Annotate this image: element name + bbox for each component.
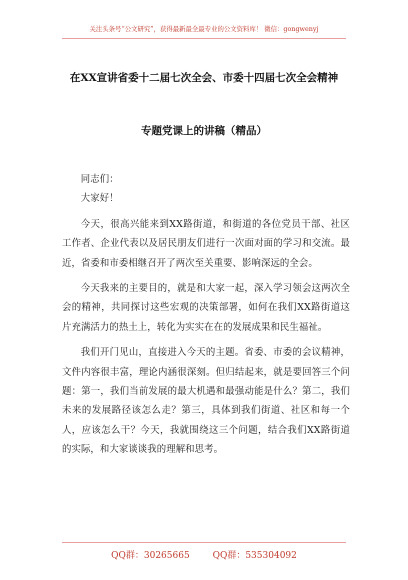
document-body [62,170,350,460]
footer-contacts [0,548,408,561]
paragraph-intro: 今天，很高兴能来到XX路街道，和街道的各位党员干部、社区工作者、企业代表以及居民朋友们进行一次面对面的学习和交流。最近，省委和市委相继召开了两次至关重要、影响深远的全会。 [62,218,350,269]
greeting: 大家好！ [80,193,119,205]
salutation: 同志们： [80,174,119,185]
footer-qq-group-1: QQ群：30265665 [111,551,190,561]
document-title-line-2: 专题党课上的讲稿（精品） [141,125,267,137]
header-divider [62,38,346,39]
paragraph-purpose: 今天我来的主要目的，就是和大家一起，深入学习领会这两次全会的精神，共同探讨这些宏观的决策部署，如何在我们XX路街道这片充满活力的热土上，转化为实实在在的发展成果和民生福祉。 [62,283,350,333]
footer-divider [62,542,346,543]
footer-qq-group-2: QQ群：535304092 [212,551,297,561]
document-title-line-1: 在XX宣讲省委十二届七次全会、市委十四届七次全会精神 [69,72,339,84]
paragraph-theme: 我们开门见山，直接进入今天的主题。省委、市委的会议精神，文件内容很丰富，理论内涵很深刻。但归结起来，就是要回答三个问题：第一，我们当前发展的最大机遇和最强动能是什么？第二，我们未来的发展路径该怎么走？第三，具体到我们街道、社区和每一个人，应该怎么干？今天，我就围绕这三个问题，结合我们XX路街道的实际，和大家谈谈我的理解和思考。 [62,347,350,456]
promo-header-text: 关注头条号“公文研究”，获得最新最全最专业的公文资料库！ 微信：gongwenyj [89,25,319,33]
